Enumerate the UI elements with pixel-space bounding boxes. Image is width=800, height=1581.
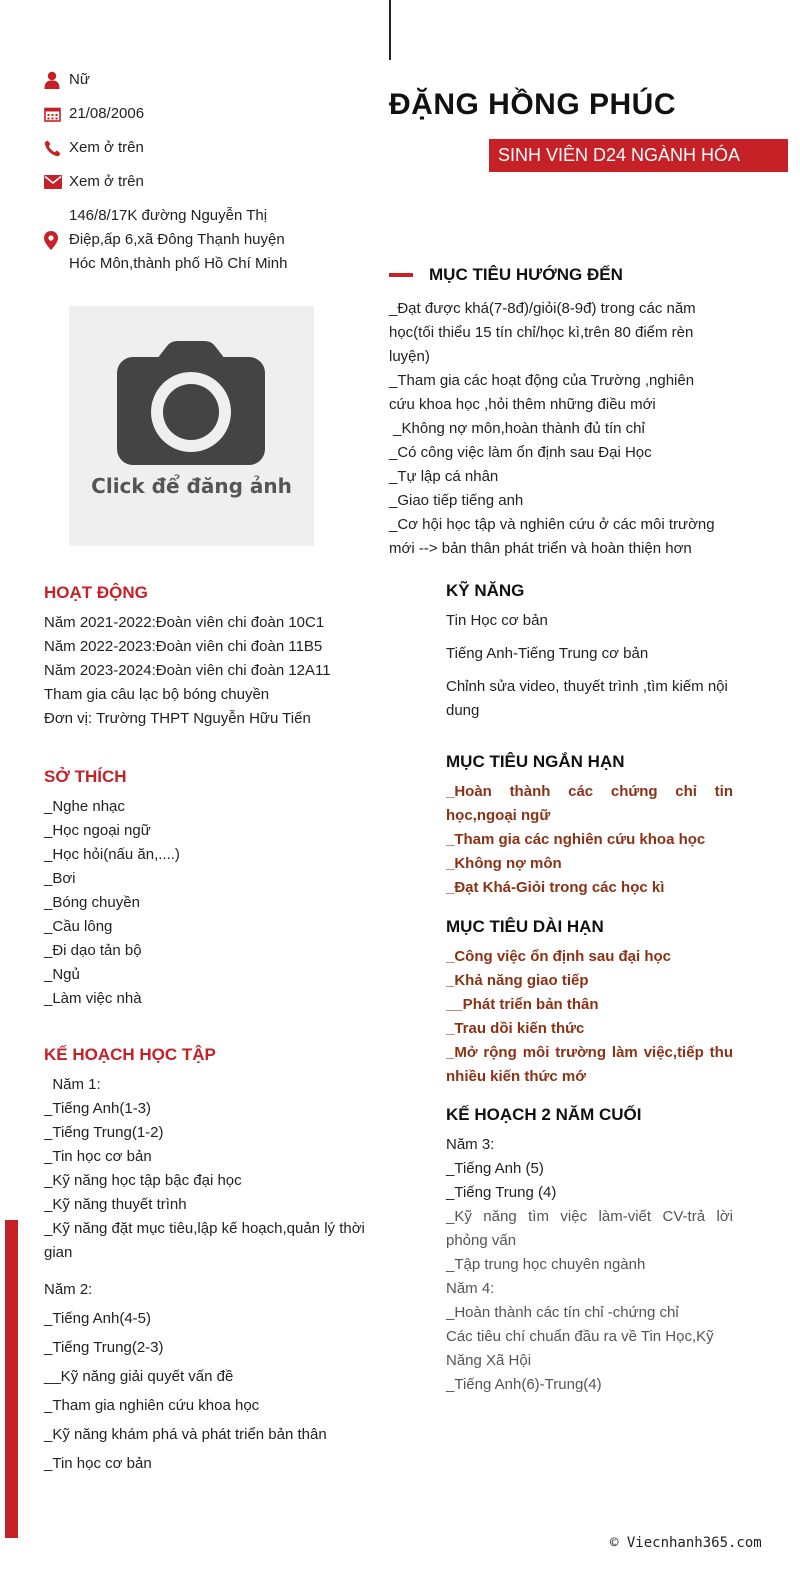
gender-row <box>44 68 344 92</box>
photo-upload-placeholder[interactable] <box>69 306 314 546</box>
plan-item: _Kỹ năng khám phá và phát triển bản thân <box>44 1426 327 1443</box>
activities-section <box>44 583 384 731</box>
candidate-name: ĐẶNG HỒNG PHÚC <box>389 88 677 121</box>
long-term-goals-section <box>446 917 733 1089</box>
phone-row <box>44 136 344 160</box>
hobby-item: _Học ngoại ngữ <box>44 822 151 839</box>
final-plan-section <box>446 1105 733 1397</box>
activity-item: Năm 2023-2024:Đoàn viên chi đoàn 12A11 <box>44 662 331 679</box>
hobby-item: _Đi dạo tản bộ <box>44 942 142 959</box>
plan-item: _Kỹ năng thuyết trình <box>44 1196 187 1213</box>
study-plan-heading: KẾ HOẠCH HỌC TẬP <box>44 1045 216 1064</box>
hobby-item: _Bóng chuyền <box>44 894 140 911</box>
plan-item: _Tập trung học chuyên ngành <box>446 1256 646 1273</box>
long-term-heading: MỤC TIÊU DÀI HẠN <box>446 917 604 936</box>
top-divider-line <box>389 0 391 60</box>
plan-item: _Tin học cơ bản <box>44 1148 152 1165</box>
left-accent-bar <box>5 1220 18 1538</box>
hobby-item: _Làm việc nhà <box>44 990 142 1007</box>
year-label: Năm 1: <box>44 1076 101 1093</box>
goal-item: _Tham gia các nghiên cứu khoa học <box>446 831 706 848</box>
plan-item: _Kỹ năng đặt mục tiêu,lập kế hoạch,quản lý thời gian <box>44 1220 365 1261</box>
location-pin-icon <box>44 231 69 250</box>
objective-heading: MỤC TIÊU HƯỚNG ĐẾN <box>389 265 623 285</box>
year-label: Năm 3: <box>446 1136 495 1153</box>
short-term-heading: MỤC TIÊU NGẮN HẠN <box>446 752 625 771</box>
goal-item: _Mở rộng môi trường làm việc,tiếp thu nhiều kiến thức mớ <box>446 1044 733 1085</box>
plan-item: _Tiếng Anh(4-5) <box>44 1310 152 1327</box>
person-icon <box>44 71 69 89</box>
activity-item: Đơn vị: Trường THPT Nguyễn Hữu Tiến <box>44 710 311 727</box>
year-label: Năm 2: <box>44 1281 93 1298</box>
copyright-footer: © Viecnhanh365.com <box>610 1535 762 1551</box>
hobbies-section <box>44 767 384 1011</box>
final-plan-heading: KẾ HOẠCH 2 NĂM CUỐI <box>446 1105 642 1124</box>
plan-item: __Kỹ năng giải quyết vấn đề <box>44 1368 234 1385</box>
phone-text: Xem ở trên <box>69 139 144 156</box>
plan-item: _Tiếng Anh (5) <box>446 1160 544 1177</box>
calendar-icon <box>44 106 69 122</box>
camera-icon <box>117 341 265 465</box>
hobby-item: _Cầu lông <box>44 918 113 935</box>
gender-text: Nữ <box>69 71 90 88</box>
hobby-item: _Ngủ <box>44 966 80 983</box>
objective-body: _Đạt được khá(7-8đ)/giỏi(8-9đ) trong các năm học(tối thiểu 15 tín chỉ/học kì,trên 80 điểm rèn luyện) _Tham gia các hoạt động của Trường ,nghiên cứu khoa học ,hỏi thêm những điều mới _Không nợ môn,hoàn thành đủ tín chỉ _Có công việc làm ổn định sau Đại Học _Tự lập cá nhân _Giao tiếp tiếng anh _Cơ hội học tập và nghiên cứu ở các môi trường mới --> bản thân phát triển và hoàn thiện hơn <box>389 300 715 557</box>
photo-upload-label: Click để đăng ảnh <box>91 474 292 498</box>
plan-item: _Tiếng Trung (4) <box>446 1184 557 1201</box>
hobby-item: _Học hỏi(nấu ăn,....) <box>44 846 180 863</box>
job-title-badge: SINH VIÊN D24 NGÀNH HÓA <box>489 139 788 172</box>
hobbies-heading: SỞ THÍCH <box>44 767 127 786</box>
activity-item: Tham gia câu lạc bộ bóng chuyền <box>44 686 270 703</box>
plan-item: _Tiếng Trung(1-2) <box>44 1124 164 1141</box>
skill-item: Chỉnh sửa video, thuyết trình ,tìm kiếm nội dung <box>446 678 728 719</box>
skill-item: Tin Học cơ bản <box>446 612 548 629</box>
plan-item: _Hoàn thành các tín chỉ -chứng chỉ <box>446 1304 679 1321</box>
plan-item: _Tiếng Anh(6)-Trung(4) <box>446 1376 602 1393</box>
study-plan-section <box>44 1045 389 1478</box>
short-term-goals-section <box>446 752 733 900</box>
goal-item: _Trau dồi kiến thức <box>446 1020 585 1037</box>
activity-item: Năm 2021-2022:Đoàn viên chi đoàn 10C1 <box>44 614 325 631</box>
phone-icon <box>44 140 69 157</box>
plan-item: _Kỹ năng học tập bậc đại học <box>44 1172 242 1189</box>
goal-item: _Khả năng giao tiếp <box>446 972 589 989</box>
goal-item: _Không nợ môn <box>446 855 562 872</box>
plan-item: _Tiếng Anh(1-3) <box>44 1100 152 1117</box>
goal-item: _Công việc ổn định sau đại học <box>446 948 672 965</box>
goal-item: _Đạt Khá-Giỏi trong các học kì <box>446 879 665 896</box>
plan-item: _Tham gia nghiên cứu khoa học <box>44 1397 260 1414</box>
hobby-item: _Bơi <box>44 870 76 887</box>
goal-item: __Phát triển bản thân <box>446 996 599 1013</box>
email-icon <box>44 175 69 189</box>
goal-item: _Hoàn thành các chứng chỉ tin học,ngoại ngữ <box>446 783 733 824</box>
dob-row <box>44 102 344 126</box>
plan-item: Các tiêu chí chuẩn đầu ra về Tin Học,Kỹ Năng Xã Hội <box>446 1328 714 1369</box>
plan-item: _Kỹ năng tìm việc làm-viết CV-trả lời phỏng vấn <box>446 1208 733 1249</box>
address-row <box>44 204 344 276</box>
address-text: 146/8/17K đường Nguyễn Thị Điệp,ấp 6,xã Đông Thạnh huyện Hóc Môn,thành phố Hồ Chí Minh <box>69 207 288 272</box>
dob-text: 21/08/2006 <box>69 105 145 122</box>
skills-heading: KỸ NĂNG <box>446 581 525 600</box>
email-row <box>44 170 344 194</box>
hobby-item: _Nghe nhạc <box>44 798 125 815</box>
skills-section <box>446 581 736 732</box>
plan-item: _Tin học cơ bản <box>44 1455 152 1472</box>
plan-item: _Tiếng Trung(2-3) <box>44 1339 164 1356</box>
email-text: Xem ở trên <box>69 173 144 190</box>
activity-item: Năm 2022-2023:Đoàn viên chi đoàn 11B5 <box>44 638 323 655</box>
contact-info <box>44 68 344 286</box>
year-label: Năm 4: <box>446 1280 495 1297</box>
skill-item: Tiếng Anh-Tiếng Trung cơ bản <box>446 645 649 662</box>
heading-dash <box>389 273 413 277</box>
activities-heading: HOẠT ĐỘNG <box>44 583 148 602</box>
